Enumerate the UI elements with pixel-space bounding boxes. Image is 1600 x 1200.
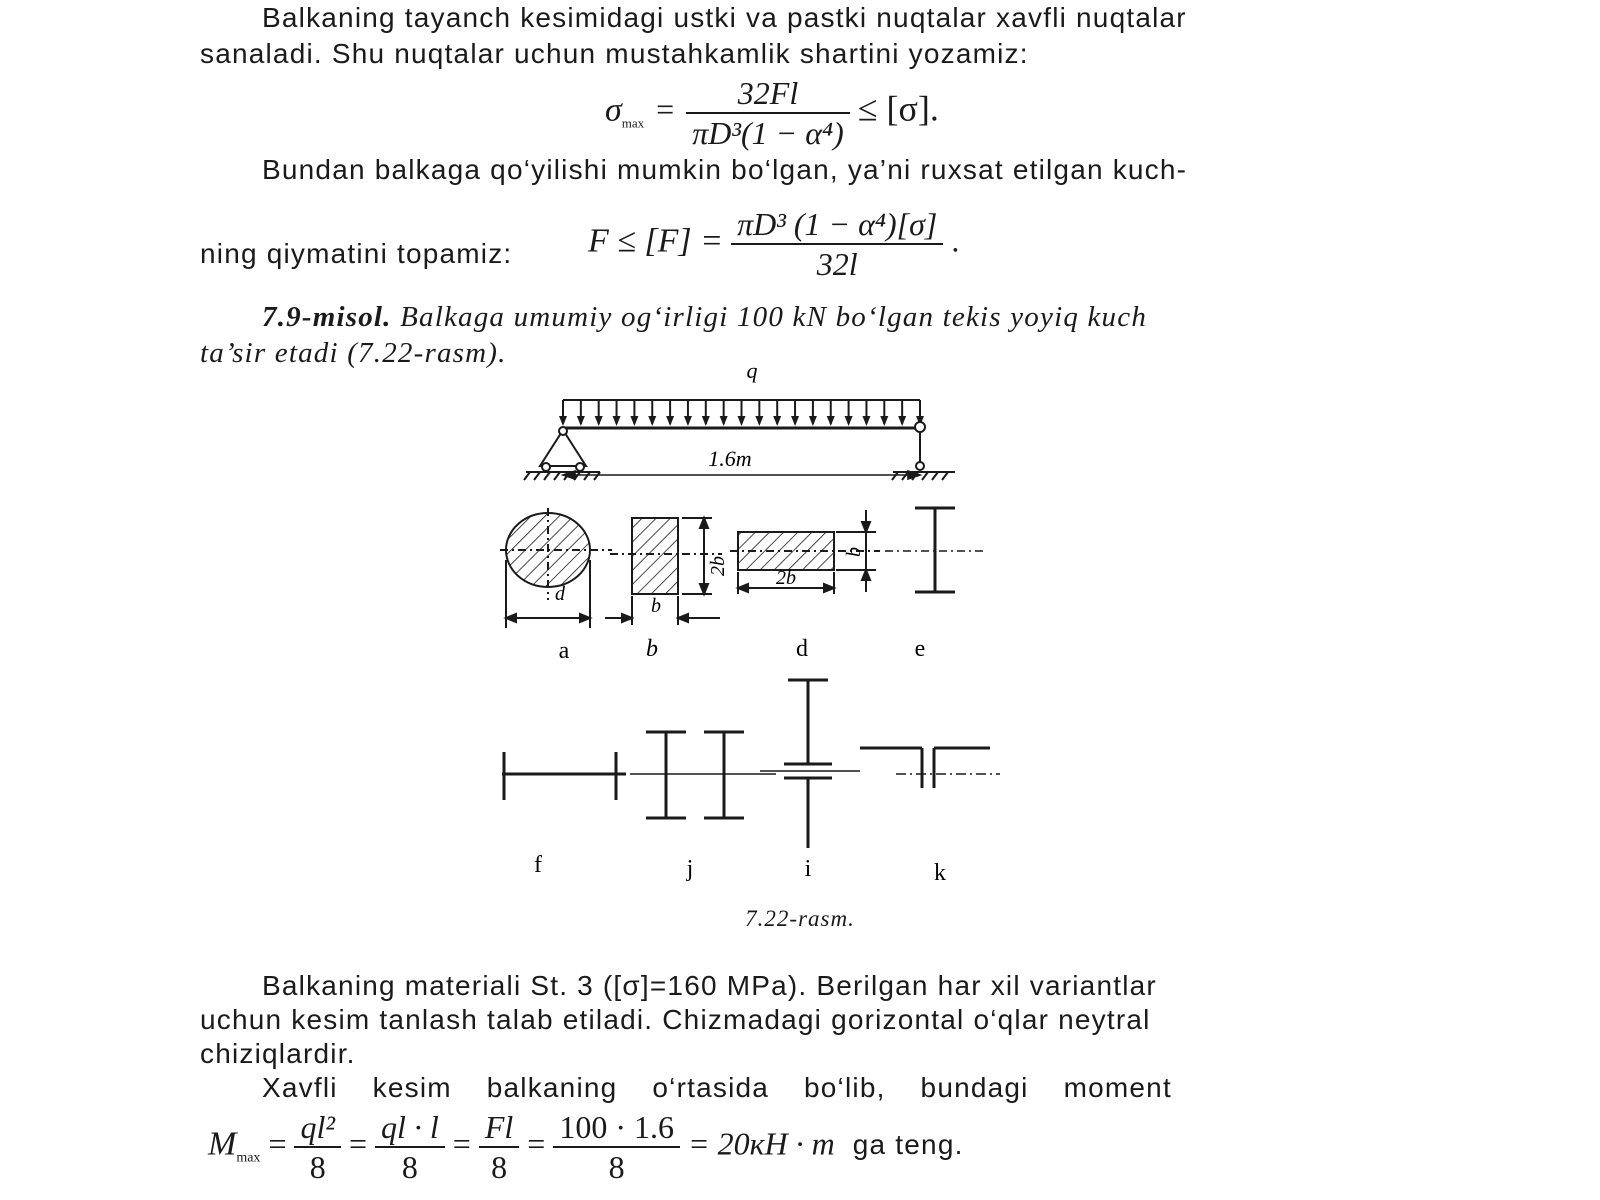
load-arrow-head (684, 416, 692, 426)
load-arrow-head (755, 416, 763, 426)
right-roller-support (892, 422, 955, 480)
force-denominator: 32l (816, 246, 858, 282)
max-moment-formula: $M_{max}$ = $\frac{\text{ql²}}{8}$ = $\frac{ql \cdot l}{8}$ = $\frac{Fl}{8}$ = $\frac{100 \cdot 1.6}{8}$ = 20кН · m ga teng. (208, 1109, 964, 1185)
moment-fraction-4 (553, 1108, 680, 1186)
load-arrow-head (666, 416, 674, 426)
sigma-numerator: 32Fl (686, 74, 850, 114)
sigma-subscript: max (621, 115, 645, 131)
load-arrow-head (630, 416, 638, 426)
moment-denominator-4: 8 (608, 1149, 625, 1185)
dim-d: d (555, 583, 565, 605)
section-k-channels (860, 748, 1000, 788)
paragraph-1-line-2: sanaladi. Shu nuqtalar uchun mustahkamlik shartini yozamiz: (200, 38, 1029, 69)
moment-numerator-1: ql² (294, 1108, 340, 1148)
load-arrow-head (720, 416, 728, 426)
dim-b: b (651, 595, 661, 617)
load-label: q (746, 358, 758, 383)
label-a: a (558, 638, 570, 664)
paragraph-2-line-1: Bundan balkaga qo‘yilishi mumkin bo‘lgan, ya’ni ruxsat etilgan kuch- (262, 154, 1188, 185)
moment-numerator-3: Fl (479, 1108, 519, 1148)
span-dimension (563, 471, 920, 479)
load-arrow-head (773, 416, 781, 426)
paragraph-4-line-1: Xavfli kesim balkaning o‘rtasida bo‘lib, bundagi moment (262, 1072, 1172, 1103)
example-line-1-text: Balkaga umumiy og‘irligi 100 kN bo‘lgan tekis yoyiq kuch (391, 301, 1148, 333)
section-a-circle (500, 508, 612, 628)
load-arrow-head (577, 416, 585, 426)
load-arrow-head (827, 416, 835, 426)
load-arrow-head (809, 416, 817, 426)
sigma-rhs: ≤ [σ]. (857, 88, 939, 129)
paragraph-3-line-1: Balkaning materiali St. 3 ([σ]=160 MPa). Berilgan har xil variantlar (262, 970, 1157, 1001)
force-lhs: F ≤ [F] = (588, 222, 724, 260)
dim-2b-vertical: 2b (707, 556, 729, 576)
left-pinned-support (524, 427, 600, 480)
example-heading: 7.9-misol. (262, 301, 392, 333)
label-j: j (686, 856, 694, 882)
moment-tail-text: ga teng. (852, 1129, 964, 1161)
dim-2b-horizontal: 2b (776, 567, 796, 589)
moment-numerator-2: ql · l (375, 1108, 445, 1148)
load-arrow-head (613, 416, 621, 426)
load-arrow-head (559, 416, 567, 426)
paragraph-1-line-1: Balkaning tayanch kesimidagi ustki va pastki nuqtalar xavfli nuqtalar (262, 2, 1187, 33)
paragraph-3-line-3: chiziqlardir. (200, 1038, 356, 1069)
moment-symbol: M (208, 1125, 237, 1163)
moment-denominator-2: 8 (401, 1149, 418, 1185)
label-f: f (534, 852, 542, 878)
moment-fraction-1 (294, 1108, 340, 1186)
moment-denominator-1: 8 (309, 1149, 326, 1185)
figure-caption: 7.22-rasm. (745, 906, 855, 931)
section-b-rectangle (605, 518, 722, 625)
section-i-cross (760, 680, 860, 848)
moment-denominator-3: 8 (491, 1149, 508, 1185)
load-arrow-head (898, 416, 906, 426)
load-arrows (559, 400, 924, 426)
load-arrow-head (845, 416, 853, 426)
section-f-plate (502, 752, 626, 800)
distributed-load (559, 400, 924, 426)
load-arrow-head (595, 416, 603, 426)
moment-result: = 20кН · m (687, 1125, 835, 1162)
section-e-ibeam (885, 508, 985, 592)
moment-fraction-2 (375, 1108, 445, 1186)
paragraph-3-line-2: uchun kesim tanlash talab etiladi. Chizmadagi gorizontal o‘qlar neytral (200, 1004, 1151, 1035)
label-d: d (796, 636, 808, 662)
moment-numerator-4: 100 · 1.6 (553, 1108, 680, 1148)
strength-condition-formula: $\sigma_{max}$ = $\frac{32Fl}{\text{πD³(1 − α⁴)}}$ ≤ [σ]. (605, 75, 939, 151)
span-label: 1.6m (708, 446, 752, 471)
label-b: b (646, 636, 658, 662)
load-arrow-head (702, 416, 710, 426)
label-i: i (804, 856, 812, 882)
section-j-double-ibeam (630, 732, 776, 818)
load-arrow-head (862, 416, 870, 426)
sigma-symbol: σ (605, 91, 622, 129)
dim-b-vertical: b (843, 547, 865, 557)
label-k: k (934, 860, 946, 886)
sigma-denominator: πD³(1 − α⁴) (692, 115, 844, 151)
load-arrow-head (791, 416, 799, 426)
load-arrow-head (738, 416, 746, 426)
example-line-2: ta’sir etadi (7.22-rasm). (200, 337, 507, 369)
paragraph-2-line-2: ning qiymatini topamiz: (200, 238, 513, 269)
force-numerator: πD³ (1 − α⁴)[σ] (731, 205, 943, 245)
load-arrow-head (648, 416, 656, 426)
moment-subscript: max (236, 1150, 261, 1166)
load-arrow-head (880, 416, 888, 426)
moment-fraction-3 (479, 1108, 519, 1186)
label-e: e (914, 636, 926, 662)
force-end: . (951, 222, 960, 259)
